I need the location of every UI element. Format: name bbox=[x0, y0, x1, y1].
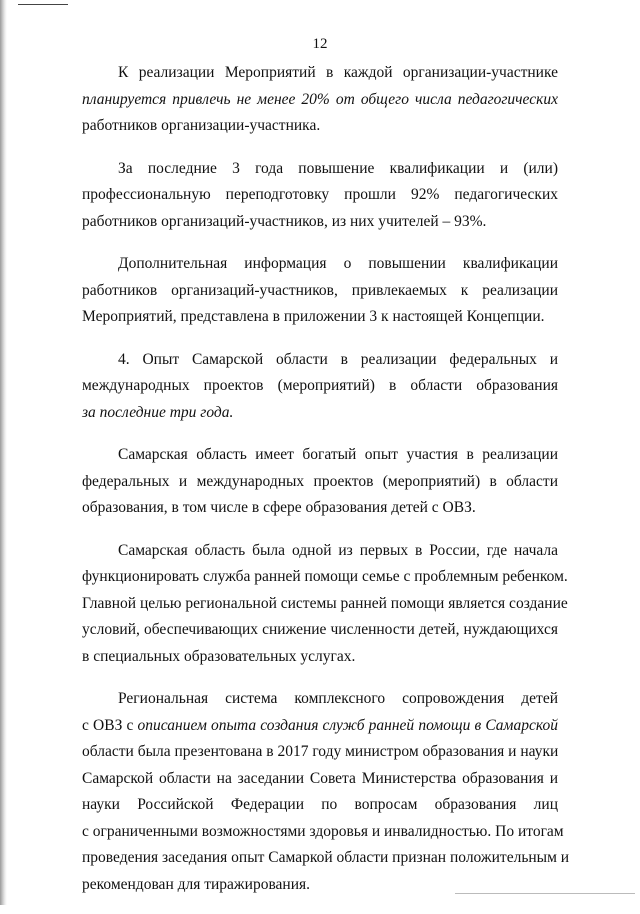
paragraph bbox=[82, 60, 558, 140]
text-line: Самарской области на заседании Совета Министерства образования и bbox=[82, 769, 558, 787]
text-run-italic: описанием опыта создания служб ранней помощи в Самарской bbox=[137, 716, 558, 734]
text-line: с ограниченными возможностями здоровья и инвалидностью. По итогам bbox=[82, 822, 564, 840]
text-line: за последние три года. bbox=[82, 403, 234, 421]
text-line: работников организаций-участников, привлекаемых к реализации bbox=[82, 281, 558, 299]
text-line: проведения заседания опыт Самаркой области признан положительным и bbox=[82, 849, 570, 866]
text-line: работников организации-участника. bbox=[82, 117, 321, 134]
text-line: профессиональную переподготовку прошли 92% педагогических bbox=[82, 186, 558, 203]
text-line: области была презентована в 2017 году министром образования и науки bbox=[82, 743, 559, 760]
text-line: планируется привлечь не менее 20% от общего числа педагогических bbox=[82, 90, 558, 108]
page-number: 12 bbox=[312, 36, 328, 52]
paragraph bbox=[82, 251, 558, 331]
text-line: рекомендован для тиражирования. bbox=[82, 875, 311, 893]
text-line: Дополнительная информация о повышении квалификации bbox=[118, 255, 558, 272]
paragraph bbox=[82, 538, 568, 671]
text-line: За последние 3 года повышение квалификации и (или) bbox=[118, 159, 558, 177]
text-line: Региональная система комплексного сопровождения детей bbox=[118, 690, 558, 707]
scan-artifact-line bbox=[18, 4, 68, 5]
text-line: К реализации Мероприятий в каждой организации-участнике bbox=[118, 64, 558, 81]
text-line: Самарская область имеет богатый опыт участия в реализации bbox=[118, 446, 558, 463]
text-line: 4. Опыт Самарской области в реализации федеральных и bbox=[118, 350, 558, 368]
scan-shadow-edge bbox=[0, 0, 7, 905]
document-body bbox=[82, 60, 570, 914]
text-run: с ОВЗ с bbox=[82, 716, 138, 734]
text-line: федеральных и международных проектов (мероприятий) в области bbox=[82, 472, 558, 490]
text-line: Мероприятий, представлена в приложении 3 к настоящей Концепции. bbox=[82, 308, 545, 325]
text-line: науки Российской Федерации по вопросам образования лиц bbox=[82, 796, 558, 813]
text-line: условий, обеспечивающих снижение численности детей, нуждающихся bbox=[82, 621, 558, 638]
paragraph bbox=[82, 686, 570, 898]
paragraph bbox=[82, 156, 558, 236]
text-line: работников организаций-участников, из них учителей – 93%. bbox=[82, 212, 487, 230]
text-line: Самарская область была одной из первых в России, где начала bbox=[118, 541, 558, 559]
text-line: международных проектов (мероприятий) в области образования bbox=[82, 377, 558, 394]
text-line: Главной целью региональной системы ранней помощи является создание bbox=[82, 594, 568, 612]
text-line: образования, в том числе в сфере образования детей с ОВЗ. bbox=[82, 499, 476, 516]
text-line: в специальных образовательных услугах. bbox=[82, 647, 356, 665]
text-line bbox=[82, 713, 558, 740]
text-line: функционировать служба ранней помощи семье с проблемным ребенком. bbox=[82, 568, 568, 585]
paragraph bbox=[82, 442, 558, 522]
section-heading bbox=[82, 347, 558, 427]
